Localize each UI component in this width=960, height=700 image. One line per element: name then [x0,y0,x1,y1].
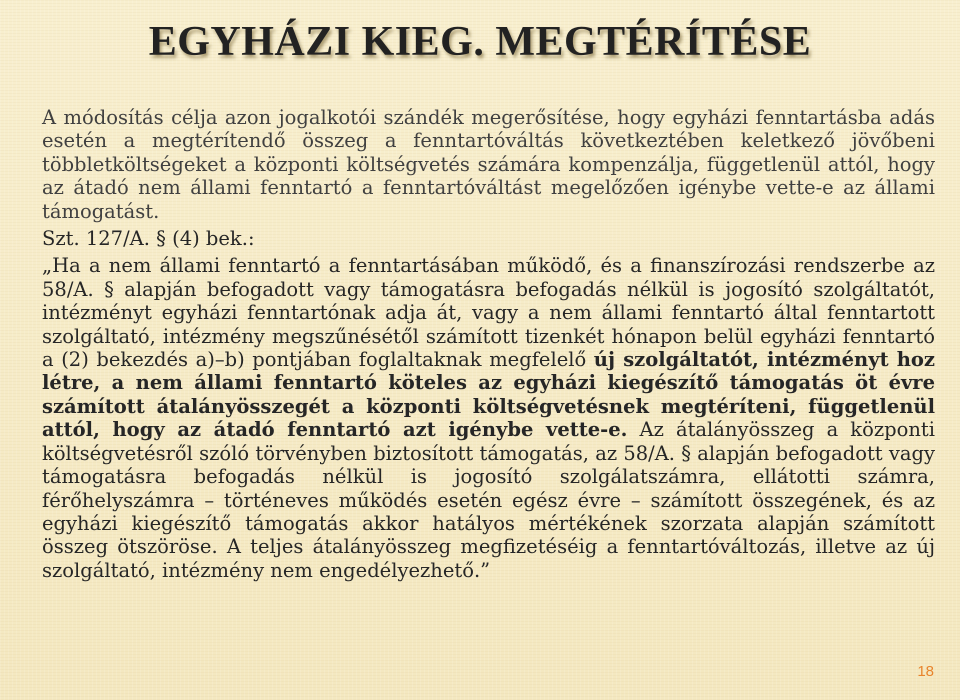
slide-title: EGYHÁZI KIEG. MEGTÉRÍTÉSE [148,19,812,65]
quote-text-end: Az átalányösszeg a központi költségvetésről szóló törvényben biztosított támogatás, az 58/A. § alapján befogadott vagy támogatásra befogadás nélkül is jogosító szolgálatszámra, ellátotti számra, férőhelyszámra – történeves működés esetén egész évre – számított összegének, és az egyházi kiegészítő támogatás akkor hatályos mértékének szorzata alapján számított összeg ötszöröse. A teljes átalányösszeg megfizetéséig a fenntartóváltozás, illetve az új szolgáltató, intézmény nem engedélyezhető.” [42,418,935,582]
quote-bold-text: új szolgáltatót, intézményt hoz létre, a nem állami fenntartó köteles az egyházi kiegészítő támogatás öt évre számított átalányösszegét a központi költségvetésnek megtéríteni, függetlenül attól, hogy az átadó fenntartó azt igénybe vette-e. [42,348,935,442]
page-number: 18 [917,663,934,680]
intro-paragraph: A módosítás célja azon jogalkotói szándék megerősítése, hogy egyházi fenntartásba adás esetén a megtérítendő összeg a fenntartóváltás következtében keletkező jövőbeni többletköltségeket a központi költségvetés számára kompenzálja, függetlenül attól, hogy az átadó nem állami fenntartó a fenntartóváltást megelőzően igénybe vette-e az állami támogatást. [42,106,935,223]
legal-reference: Szt. 127/A. § (4) bek.: [42,227,255,251]
quote-text-start: „Ha a nem állami fenntartó a fenntartásában működő, és a finanszírozási rendszerbe az 58/A. § alapján befogadott vagy támogatásra befogadás nélkül is jogosító szolgáltatót, intézményt egyházi fenntartónak adja át, vagy a nem állami fenntartó által fenntartott szolgáltató, intézmény megszűnésétől számított tizenkét hónapon belül egyházi fenntartó a (2) bekezdés a)–b) pontjában foglaltaknak megfelelő [42,254,935,372]
quoted-provision [42,254,935,582]
slide-body [42,106,935,582]
